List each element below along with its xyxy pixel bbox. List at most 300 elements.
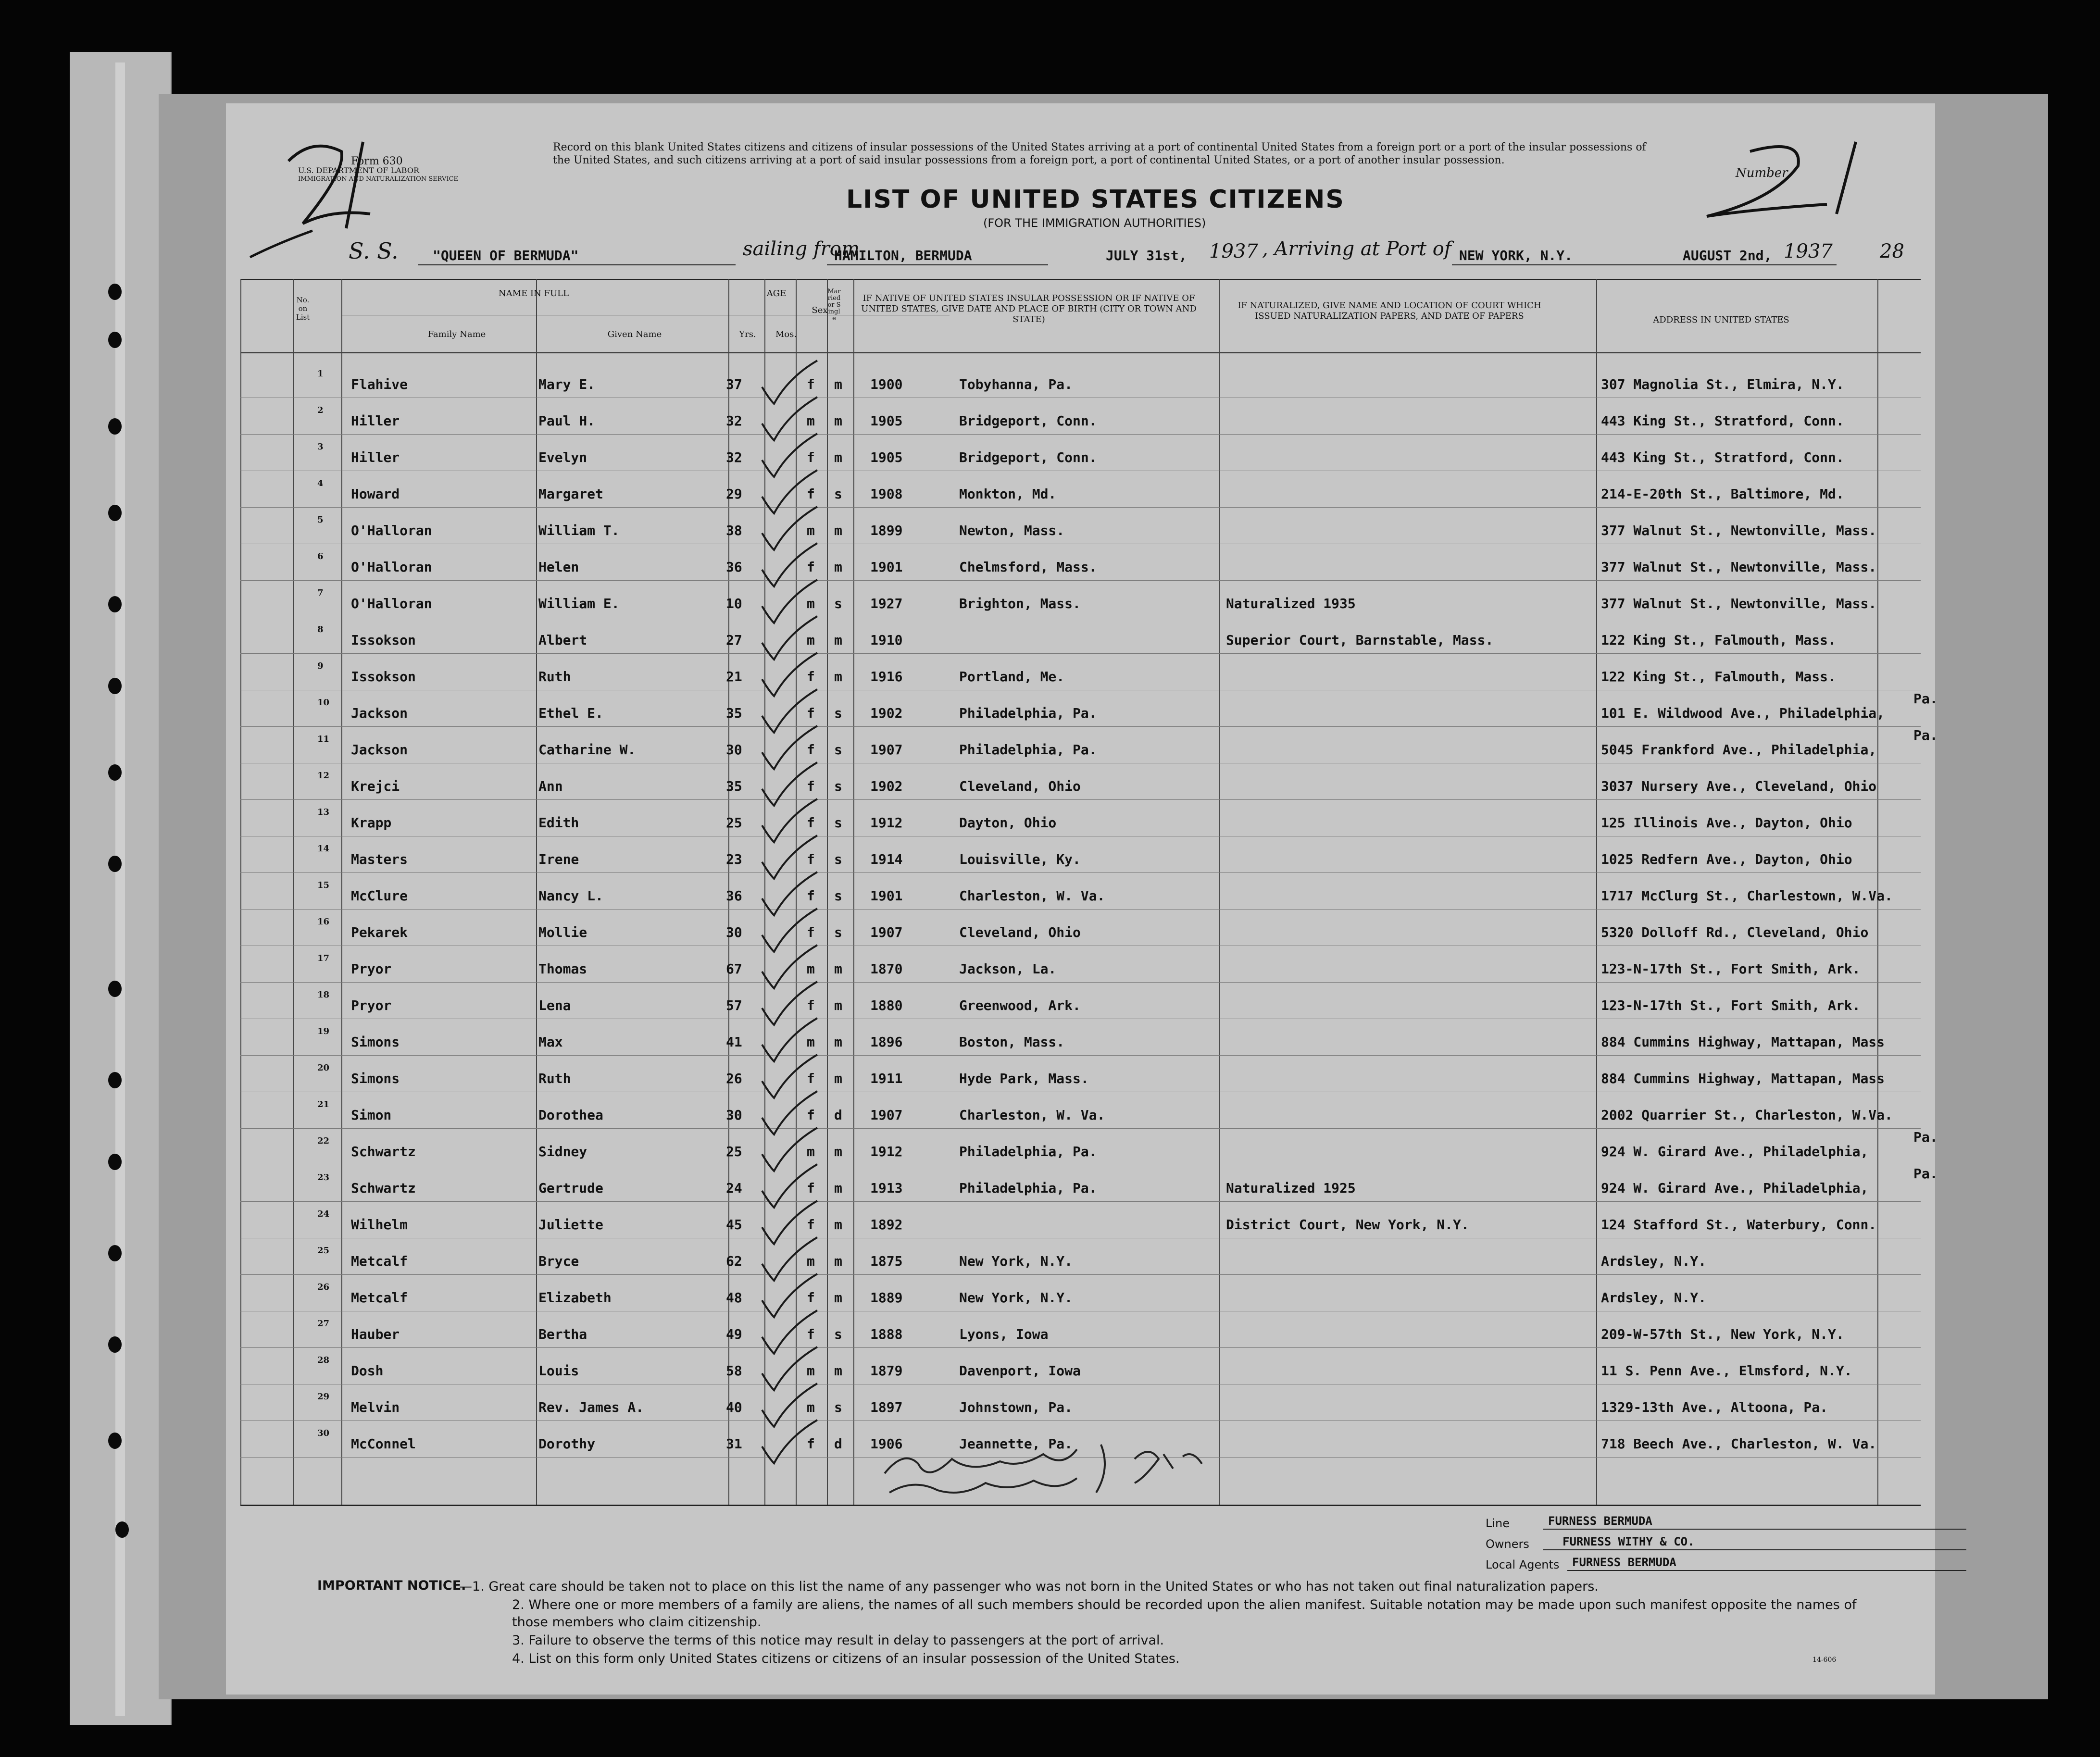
agency-line-2: IMMIGRATION AND NATURALIZATION SERVICE (298, 175, 459, 183)
age-cell: 31 (726, 1436, 742, 1452)
birth-year-cell: 1906 (870, 1436, 903, 1452)
column-rule (853, 279, 854, 1505)
owners-underline (1543, 1549, 1966, 1550)
row-number: 27 (317, 1319, 330, 1329)
family-name-cell: Jackson (351, 742, 408, 758)
arrival-year: 1937 (1784, 240, 1833, 262)
age-cell: 45 (726, 1217, 742, 1233)
birth-place-cell: Brighton, Mass. (959, 596, 1081, 611)
address-cell: 3037 Nursery Ave., Cleveland, Ohio (1601, 778, 1877, 794)
age-cell: 67 (726, 961, 742, 977)
family-name-cell: Metcalf (351, 1253, 408, 1269)
marital-status-cell: d (834, 1107, 842, 1123)
row-number: 14 (317, 844, 330, 854)
birth-place-cell: Dayton, Ohio (959, 815, 1057, 831)
manifest-page (226, 103, 1938, 1695)
binder-hole (108, 1072, 122, 1088)
given-name-cell: Gertrude (538, 1180, 603, 1196)
family-name-cell: Hiller (351, 449, 400, 465)
address-cell: 377 Walnut St., Newtonville, Mass. (1601, 596, 1877, 611)
check-mark (762, 580, 817, 623)
sex-cell: f (807, 486, 815, 502)
address-cell: 124 Stafford St., Waterbury, Conn. (1601, 1217, 1877, 1233)
marital-status-cell: s (834, 742, 842, 758)
marital-status-cell: m (834, 961, 842, 977)
birth-year-cell: 1912 (870, 815, 903, 831)
line-value: FURNESS BERMUDA (1548, 1514, 1652, 1528)
check-mark (762, 1274, 817, 1317)
row-rule (240, 580, 1921, 581)
marital-status-cell: m (834, 632, 842, 648)
age-cell: 21 (726, 669, 742, 685)
given-name-cell: Rev. James A. (538, 1399, 644, 1415)
check-mark (762, 762, 817, 806)
birth-year-cell: 1900 (870, 376, 903, 392)
col-given-name: Given Name (607, 329, 662, 339)
given-name-cell: Bryce (538, 1253, 579, 1269)
birth-place-cell: Bridgeport, Conn. (959, 413, 1097, 429)
check-mark (762, 1347, 817, 1390)
family-name-cell: Masters (351, 851, 408, 867)
birth-year-cell: 1902 (870, 705, 903, 721)
family-name-cell: Simons (351, 1034, 400, 1050)
family-name-cell: Pryor (351, 997, 392, 1013)
birth-year-cell: 1880 (870, 997, 903, 1013)
table-header-border (240, 352, 1921, 353)
birth-place-cell: Bridgeport, Conn. (959, 449, 1097, 465)
birth-year-cell: 1879 (870, 1363, 903, 1379)
given-name-cell: Elizabeth (538, 1290, 612, 1306)
row-number: 16 (317, 917, 330, 927)
row-rule (240, 1201, 1921, 1202)
row-number: 7 (317, 588, 324, 598)
check-mark (762, 1201, 817, 1244)
family-name-cell: Hiller (351, 413, 400, 429)
age-cell: 48 (726, 1290, 742, 1306)
marital-status-cell: m (834, 1071, 842, 1086)
binder-hole (108, 1433, 122, 1449)
table-top-border (240, 279, 1921, 280)
age-cell: 29 (726, 486, 742, 502)
birth-place-cell: Hyde Park, Mass. (959, 1071, 1089, 1086)
birth-place-cell: Philadelphia, Pa. (959, 1144, 1097, 1159)
check-mark (762, 689, 817, 733)
col-yrs: Yrs. (739, 329, 756, 339)
col-mos: Mos. (775, 329, 797, 339)
birth-place-cell: Boston, Mass. (959, 1034, 1065, 1050)
given-name-cell: Sidney (538, 1144, 588, 1159)
age-cell: 37 (726, 376, 742, 392)
birth-place-cell: Davenport, Iowa (959, 1363, 1081, 1379)
address-cell: 209-W-57th St., New York, N.Y. (1601, 1326, 1844, 1342)
sex-cell: f (807, 1436, 815, 1452)
ship-name: "QUEEN OF BERMUDA" (433, 248, 579, 263)
sex-cell: f (807, 1180, 815, 1196)
address-cell: Ardsley, N.Y. (1601, 1253, 1707, 1269)
binder-strip-edge (115, 62, 125, 1716)
birth-year-cell: 1916 (870, 669, 903, 685)
family-name-cell: Simon (351, 1107, 392, 1123)
check-mark (762, 1420, 817, 1463)
birth-year-cell: 1901 (870, 888, 903, 904)
age-cell: 25 (726, 815, 742, 831)
address-cell: 2002 Quarrier St., Charleston, W.Va. (1601, 1107, 1893, 1123)
binder-hole (108, 418, 122, 435)
birth-place-cell: Jeannette, Pa. (959, 1436, 1073, 1452)
marital-status-cell: s (834, 705, 842, 721)
check-mark (762, 1018, 817, 1061)
address-cell: 5045 Frankford Ave., Philadelphia, (1601, 742, 1877, 758)
notice-item-2: 2. Where one or more members of a family are aliens, the names of all such members should be recorded upon the alien manifest. Suitable notation may be made upon such manifest opposite the names of those members who claim citizenship. (512, 1597, 1857, 1630)
marital-status-cell: m (834, 1034, 842, 1050)
row-rule (240, 653, 1921, 654)
page-number: 28 (1880, 240, 1904, 262)
given-name-cell: Helen (538, 559, 579, 575)
birth-year-cell: 1911 (870, 1071, 903, 1086)
sex-cell: f (807, 815, 815, 831)
family-name-cell: Schwartz (351, 1144, 416, 1159)
family-name-cell: Melvin (351, 1399, 400, 1415)
sex-cell: m (807, 1034, 815, 1050)
given-name-cell: Edith (538, 815, 579, 831)
sex-cell: f (807, 376, 815, 392)
agency-line-1: U.S. DEPARTMENT OF LABOR (298, 166, 419, 175)
col-address: ADDRESS IN UNITED STATES (1653, 315, 1789, 325)
birth-place-cell: New York, N.Y. (959, 1290, 1073, 1306)
address-cell: 123-N-17th St., Fort Smith, Ark. (1601, 961, 1861, 977)
birth-year-cell: 1888 (870, 1326, 903, 1342)
row-number: 29 (317, 1392, 330, 1402)
row-number: 23 (317, 1172, 330, 1183)
marital-status-cell: m (834, 449, 842, 465)
given-name-cell: Catharine W. (538, 742, 636, 758)
birth-year-cell: 1897 (870, 1399, 903, 1415)
age-cell: 40 (726, 1399, 742, 1415)
row-number: 15 (317, 880, 330, 890)
row-number: 8 (317, 624, 324, 635)
binder-hole (108, 764, 122, 781)
sex-cell: f (807, 1107, 815, 1123)
age-cell: 36 (726, 888, 742, 904)
row-number: 25 (317, 1246, 330, 1256)
address-overflow-cell: Pa. (1913, 691, 1938, 707)
family-name-cell: Wilhelm (351, 1217, 408, 1233)
age-cell: 10 (726, 596, 742, 611)
binder-hole (108, 505, 122, 521)
sex-cell: m (807, 1144, 815, 1159)
check-mark (762, 470, 817, 513)
address-cell: 1717 McClurg St., Charlestown, W.Va. (1601, 888, 1893, 904)
row-number: 18 (317, 990, 330, 1000)
handwritten-number-right (1678, 132, 1880, 228)
sex-cell: f (807, 1217, 815, 1233)
row-number: 19 (317, 1026, 330, 1036)
sex-cell: m (807, 1253, 815, 1269)
family-name-cell: Flahive (351, 376, 408, 392)
row-rule (240, 507, 1921, 508)
check-mark (762, 1128, 817, 1171)
sex-cell: f (807, 1071, 815, 1086)
given-name-cell: Nancy L. (538, 888, 603, 904)
marital-status-cell: m (834, 1217, 842, 1233)
given-name-cell: Ethel E. (538, 705, 603, 721)
sex-cell: m (807, 1399, 815, 1415)
binder-hole (108, 596, 122, 612)
birth-year-cell: 1896 (870, 1034, 903, 1050)
family-name-cell: O'Halloran (351, 596, 432, 611)
age-cell: 41 (726, 1034, 742, 1050)
notice-item-3: 3. Failure to observe the terms of this notice may result in delay to passengers at the port of arrival. (512, 1633, 1164, 1648)
arrival-date: AUGUST 2nd, (1683, 248, 1772, 263)
check-mark (762, 361, 817, 404)
given-name-cell: Dorothea (538, 1107, 603, 1123)
family-name-cell: Krejci (351, 778, 400, 794)
given-name-cell: Mollie (538, 924, 588, 940)
sex-cell: f (807, 705, 815, 721)
notice-item-4: 4. List on this form only United States citizens or citizens of an insular possession of the United States. (512, 1651, 1180, 1666)
row-rule (240, 1274, 1921, 1275)
address-cell: 101 E. Wildwood Ave., Philadelphia, (1601, 705, 1885, 721)
sex-cell: m (807, 961, 815, 977)
sex-cell: f (807, 559, 815, 575)
row-number: 3 (317, 442, 324, 452)
address-cell: 5320 Dolloff Rd., Cleveland, Ohio (1601, 924, 1869, 940)
marital-status-cell: m (834, 376, 842, 392)
birth-place-cell: New York, N.Y. (959, 1253, 1073, 1269)
col-age: AGE (766, 288, 787, 299)
birth-year-cell: 1907 (870, 1107, 903, 1123)
address-cell: 884 Cummins Highway, Mattapan, Mass (1601, 1071, 1885, 1086)
age-cell: 30 (726, 1107, 742, 1123)
row-number: 13 (317, 807, 330, 817)
sex-cell: m (807, 413, 815, 429)
sailing-from-port: HAMILTON, BERMUDA (834, 248, 972, 263)
naturalization-cell: Naturalized 1925 (1226, 1180, 1356, 1196)
age-cell: 24 (726, 1180, 742, 1196)
birth-year-cell: 1901 (870, 559, 903, 575)
address-cell: 1025 Redfern Ave., Dayton, Ohio (1601, 851, 1852, 867)
address-cell: 443 King St., Stratford, Conn. (1601, 449, 1844, 465)
birth-place-cell: Philadelphia, Pa. (959, 705, 1097, 721)
birth-place-cell: Monkton, Md. (959, 486, 1057, 502)
address-cell: 377 Walnut St., Newtonville, Mass. (1601, 523, 1877, 538)
marital-status-cell: s (834, 815, 842, 831)
notice-title: IMPORTANT NOTICE. (317, 1578, 466, 1593)
row-rule (240, 872, 1921, 873)
marital-status-cell: s (834, 778, 842, 794)
birth-year-cell: 1914 (870, 851, 903, 867)
birth-place-cell: Charleston, W. Va. (959, 888, 1105, 904)
line-underline (1543, 1529, 1966, 1530)
given-name-cell: William E. (538, 596, 620, 611)
family-name-cell: McConnel (351, 1436, 416, 1452)
check-mark (762, 1237, 817, 1281)
sex-cell: f (807, 851, 815, 867)
family-name-cell: Pryor (351, 961, 392, 977)
address-cell: 214-E-20th St., Baltimore, Md. (1601, 486, 1844, 502)
address-cell: Ardsley, N.Y. (1601, 1290, 1707, 1306)
binder-hole (108, 856, 122, 872)
sail-date: JULY 31st, (1106, 248, 1187, 263)
check-mark (762, 872, 817, 915)
family-name-cell: McClure (351, 888, 408, 904)
row-number: 28 (317, 1355, 330, 1365)
check-mark (762, 507, 817, 550)
row-number: 6 (317, 551, 324, 561)
given-name-cell: Irene (538, 851, 579, 867)
page-title: LIST OF UNITED STATES CITIZENS (846, 185, 1345, 214)
address-cell: 307 Magnolia St., Elmira, N.Y. (1601, 376, 1844, 392)
row-rule (240, 726, 1921, 727)
birth-year-cell: 1927 (870, 596, 903, 611)
birth-year-cell: 1905 (870, 413, 903, 429)
family-name-cell: O'Halloran (351, 559, 432, 575)
check-mark (762, 653, 817, 696)
check-mark (762, 616, 817, 660)
age-cell: 23 (726, 851, 742, 867)
birth-place-cell: Louisville, Ky. (959, 851, 1081, 867)
address-overflow-cell: Pa. (1913, 1166, 1938, 1182)
age-cell: 58 (726, 1363, 742, 1379)
sex-cell: m (807, 632, 815, 648)
row-number: 10 (317, 698, 330, 708)
age-cell: 32 (726, 449, 742, 465)
row-number: 24 (317, 1209, 330, 1219)
check-mark (762, 434, 817, 477)
agents-value: FURNESS BERMUDA (1572, 1556, 1676, 1569)
col-no-on-list: No. on List (296, 296, 310, 322)
binder-hole (108, 1336, 122, 1353)
address-overflow-cell: Pa. (1913, 727, 1938, 743)
given-name-cell: Paul H. (538, 413, 596, 429)
birth-place-cell: Philadelphia, Pa. (959, 1180, 1097, 1196)
agents-underline (1567, 1570, 1966, 1571)
address-cell: 125 Illinois Ave., Dayton, Ohio (1601, 815, 1852, 831)
birth-year-cell: 1910 (870, 632, 903, 648)
row-rule (240, 1055, 1921, 1056)
owners-label: Owners (1486, 1537, 1529, 1551)
family-name-cell: O'Halloran (351, 523, 432, 538)
marital-status-cell: m (834, 559, 842, 575)
given-name-cell: Mary E. (538, 376, 596, 392)
col-sex: Sex (812, 305, 828, 315)
given-name-cell: Evelyn (538, 449, 588, 465)
binder-hole (115, 1521, 129, 1538)
age-cell: 49 (726, 1326, 742, 1342)
address-cell: 443 King St., Stratford, Conn. (1601, 413, 1844, 429)
birth-year-cell: 1905 (870, 449, 903, 465)
given-name-cell: Margaret (538, 486, 603, 502)
arrival-underline (1452, 264, 1837, 265)
sex-cell: f (807, 924, 815, 940)
sex-cell: f (807, 742, 815, 758)
port-underline (827, 264, 1048, 265)
col-married-single: Married or Single (827, 288, 841, 322)
row-number: 11 (317, 734, 330, 744)
marital-status-cell: s (834, 888, 842, 904)
naturalization-cell: Naturalized 1935 (1226, 596, 1356, 611)
family-name-cell: Issokson (351, 632, 416, 648)
family-name-cell: Pekarek (351, 924, 408, 940)
marital-status-cell: s (834, 924, 842, 940)
row-number: 1 (317, 369, 324, 379)
binder-hole (108, 284, 122, 300)
age-cell: 30 (726, 742, 742, 758)
given-name-cell: Lena (538, 997, 571, 1013)
sex-cell: f (807, 669, 815, 685)
row-rule (240, 982, 1921, 983)
family-name-cell: Issokson (351, 669, 416, 685)
row-rule (240, 799, 1921, 800)
family-name-cell: Dosh (351, 1363, 384, 1379)
birth-year-cell: 1889 (870, 1290, 903, 1306)
family-name-cell: Jackson (351, 705, 408, 721)
check-mark (762, 799, 817, 842)
binder-hole (108, 981, 122, 997)
marital-status-cell: d (834, 1436, 842, 1452)
given-name-cell: Ruth (538, 669, 571, 685)
birth-year-cell: 1907 (870, 742, 903, 758)
birth-year-cell: 1913 (870, 1180, 903, 1196)
instructions-text: Record on this blank United States citizens and citizens of insular possessions of the United States arriving at a port of continental United States from a foreign port or a port of the insular possessions of the United States, and such citizens arriving at a port of said insular possessions from a foreign port, a port of continental United States, or a port of another insular possession. (553, 141, 1646, 166)
birth-year-cell: 1875 (870, 1253, 903, 1269)
birth-year-cell: 1902 (870, 778, 903, 794)
birth-year-cell: 1892 (870, 1217, 903, 1233)
row-number: 22 (317, 1136, 330, 1146)
line-label: Line (1486, 1517, 1510, 1530)
row-number: 30 (317, 1428, 330, 1438)
age-cell: 26 (726, 1071, 742, 1086)
marital-status-cell: s (834, 486, 842, 502)
marital-status-cell: m (834, 523, 842, 538)
marital-status-cell: s (834, 1326, 842, 1342)
address-cell: 1329-13th Ave., Altoona, Pa. (1601, 1399, 1828, 1415)
row-rule (240, 1347, 1921, 1348)
marital-status-cell: m (834, 1290, 842, 1306)
column-rule (341, 279, 342, 1505)
given-name-cell: Ann (538, 778, 563, 794)
birth-year-cell: 1907 (870, 924, 903, 940)
age-cell: 35 (726, 705, 742, 721)
column-rule (293, 279, 294, 1505)
row-number: 2 (317, 405, 324, 415)
birth-place-cell: Cleveland, Ohio (959, 778, 1081, 794)
notice-item-1: —1. Great care should be taken not to place on this list the name of any passenger who was not born in the United States or who has not taken out final naturalization papers. (459, 1579, 1599, 1594)
address-cell: 11 S. Penn Ave., Elmsford, N.Y. (1601, 1363, 1852, 1379)
birth-year-cell: 1912 (870, 1144, 903, 1159)
sex-cell: f (807, 1290, 815, 1306)
naturalization-cell: District Court, New York, N.Y. (1226, 1217, 1469, 1233)
age-cell: 38 (726, 523, 742, 538)
col-family-name: Family Name (427, 329, 486, 339)
given-name-cell: Max (538, 1034, 563, 1050)
age-cell: 35 (726, 778, 742, 794)
handwritten-tick-mark (240, 224, 322, 267)
birth-place-cell: Cleveland, Ohio (959, 924, 1081, 940)
check-mark (762, 835, 817, 879)
arrival-port: NEW YORK, N.Y. (1459, 248, 1573, 263)
given-name-cell: Thomas (538, 961, 588, 977)
age-cell: 27 (726, 632, 742, 648)
sex-cell: f (807, 778, 815, 794)
marital-status-cell: m (834, 1180, 842, 1196)
row-number: 26 (317, 1282, 330, 1292)
ship-underline (418, 264, 736, 265)
row-rule (240, 909, 1921, 910)
marital-status-cell: m (834, 1253, 842, 1269)
birth-year-cell: 1870 (870, 961, 903, 977)
age-cell: 32 (726, 413, 742, 429)
